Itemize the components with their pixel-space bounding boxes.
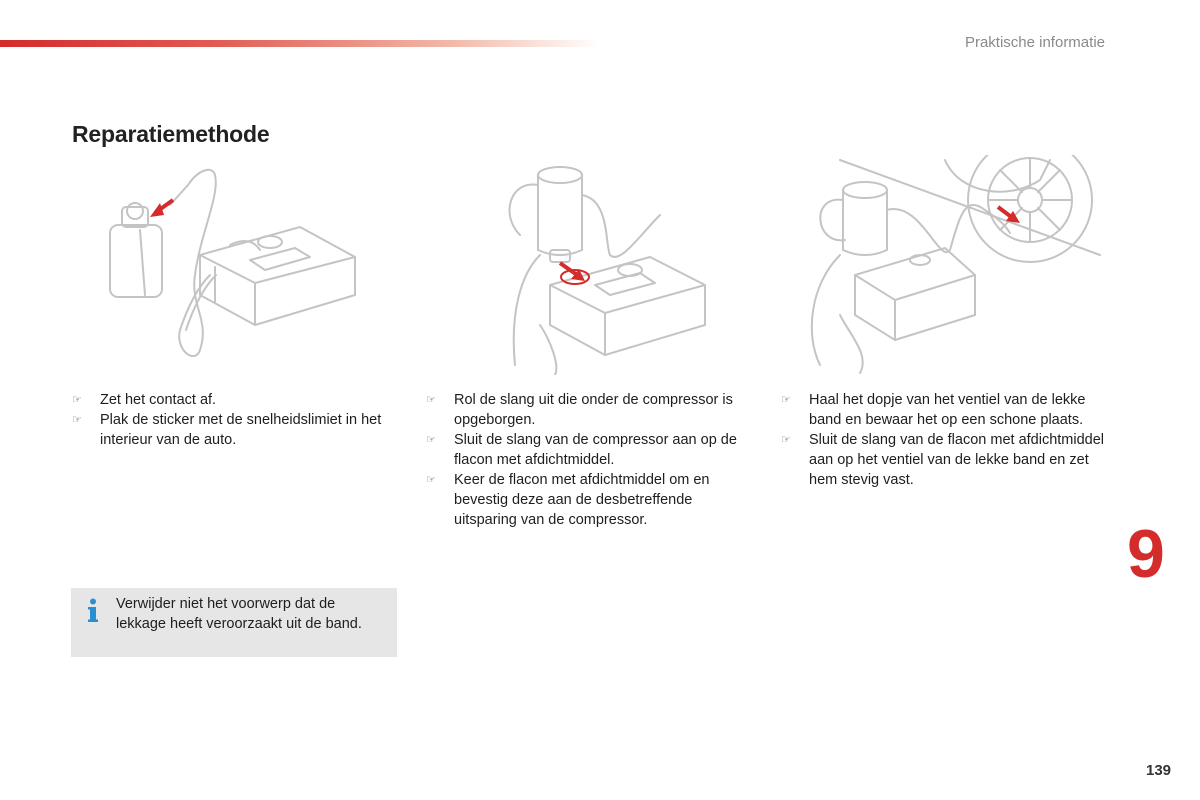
header-accent-bar: [0, 40, 600, 47]
step-text: Sluit de slang van de flacon met afdichtmiddel aan op het ventiel van de lekke band en zet hem stevig vast.: [809, 432, 1105, 488]
step-text: Rol de slang uit die onder de compressor is opgeborgen.: [454, 392, 733, 428]
list-item: [781, 430, 1111, 490]
step-text: Haal het dopje van het ventiel van de lekke band en bewaar het op een schone plaats.: [809, 392, 1086, 428]
pointing-hand-icon: ☞: [72, 414, 82, 426]
section-header: Praktische informatie: [964, 34, 1105, 51]
info-box: [71, 588, 397, 657]
pointing-hand-icon: ☞: [781, 394, 791, 406]
pointing-hand-icon: ☞: [426, 394, 436, 406]
step-text: Zet het contact af.: [100, 392, 217, 408]
list-item: [72, 390, 402, 410]
step-text: Sluit de slang van de compressor aan op de flacon met afdichtmiddel.: [454, 432, 737, 468]
page-title: Reparatiemethode: [72, 121, 270, 147]
info-text: Verwijder niet het voorwerp dat de lekkage heeft veroorzaakt uit de band.: [116, 596, 362, 632]
illustration-tire-connection: [800, 155, 1110, 375]
page-number: 139: [1146, 762, 1172, 779]
step-text: Keer de flacon met afdichtmiddel om en bevestig deze aan de desbetreffende uitsparing van de compressor.: [454, 472, 710, 528]
pointing-hand-icon: ☞: [426, 474, 436, 486]
pointing-hand-icon: ☞: [781, 434, 791, 446]
list-item: [426, 430, 756, 470]
list-item: [426, 390, 756, 430]
list-item: [781, 390, 1111, 430]
steps-column-3: [781, 390, 1111, 490]
illustration-compressor-bottle: [100, 155, 370, 375]
steps-column-2: [426, 390, 756, 530]
illustration-inverted-bottle: [500, 155, 720, 375]
pointing-hand-icon: ☞: [426, 434, 436, 446]
step-text: Plak de sticker met de snelheidslimiet in het interieur van de auto.: [100, 412, 382, 448]
info-icon: [87, 598, 99, 624]
chapter-number: 9: [1127, 516, 1165, 592]
steps-column-1: [72, 390, 402, 450]
list-item: [426, 470, 756, 530]
list-item: [72, 410, 402, 450]
pointing-hand-icon: ☞: [72, 394, 82, 406]
